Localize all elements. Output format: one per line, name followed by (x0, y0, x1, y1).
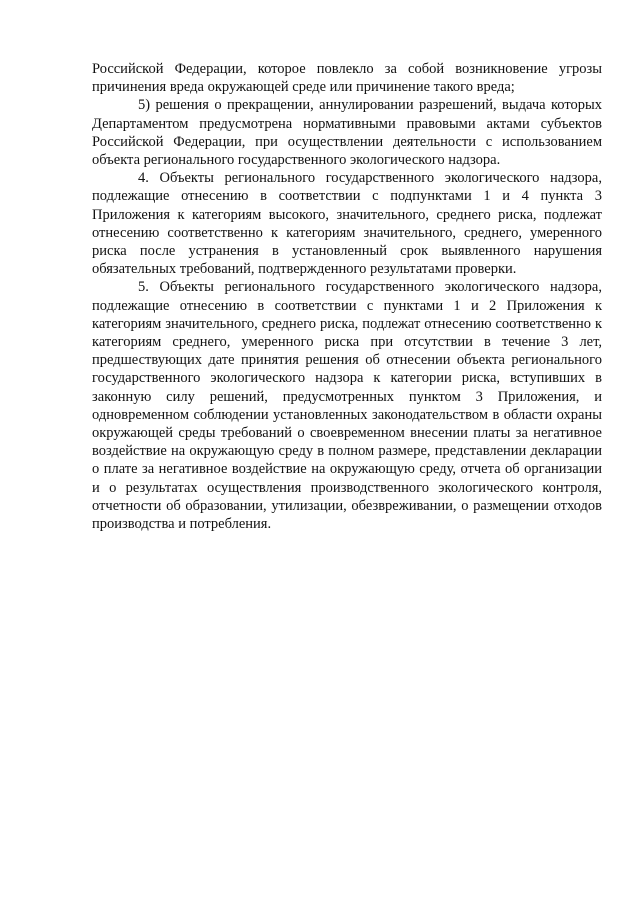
paragraph-item-5: 5) решения о прекращении, аннулировании разрешений, выдача которых Департаментом предусмотрена нормативными правовыми актами субъектов Российской Федерации, при осуществлении деятельности с использованием объекта регионального государственного экологического надзора. (92, 97, 602, 169)
paragraph-point-5: 5. Объекты регионального государственного экологического надзора, подлежащие отнесению в соответствии с пунктами 1 и 2 Приложения к категориям значительного, среднего риска, подлежат отнесению соответственно к категориям среднего, умеренного риска при отсутствии в течение 3 лет, предшествующих дате принятия решения об отнесении объекта регионального государственного экологического надзора к категории риска, вступивших в законную силу решений, предусмотренных пунктом 3 Приложения, и одновременном соблюдении установленных законодательством в области охраны окружающей среды требований о своевременном внесении платы за негативное воздействие на окружающую среду в полном размере, представлении декларации о плате за негативное воздействие на окружающую среду, отчета об организации и о результатах осуществления производственного экологического контроля, отчетности об образовании, утилизации, обезвреживании, о размещении отходов производства и потребления. (92, 279, 602, 533)
paragraph-continuation: Российской Федерации, которое повлекло за собой возникновение угрозы причинения вреда окружающей среде или причинение такого вреда; (92, 61, 602, 96)
paragraph-point-4: 4. Объекты регионального государственного экологического надзора, подлежащие отнесению в соответствии с подпунктами 1 и 4 пункта 3 Приложения к категориям высокого, значительного, среднего риска, подлежат отнесению соответственно к категориям значительного, среднего, умеренного риска после устранения в установленный срок выявленного нарушения обязательных требований, подтвержденного результатами проверки. (92, 170, 602, 278)
document-page (92, 60, 602, 533)
